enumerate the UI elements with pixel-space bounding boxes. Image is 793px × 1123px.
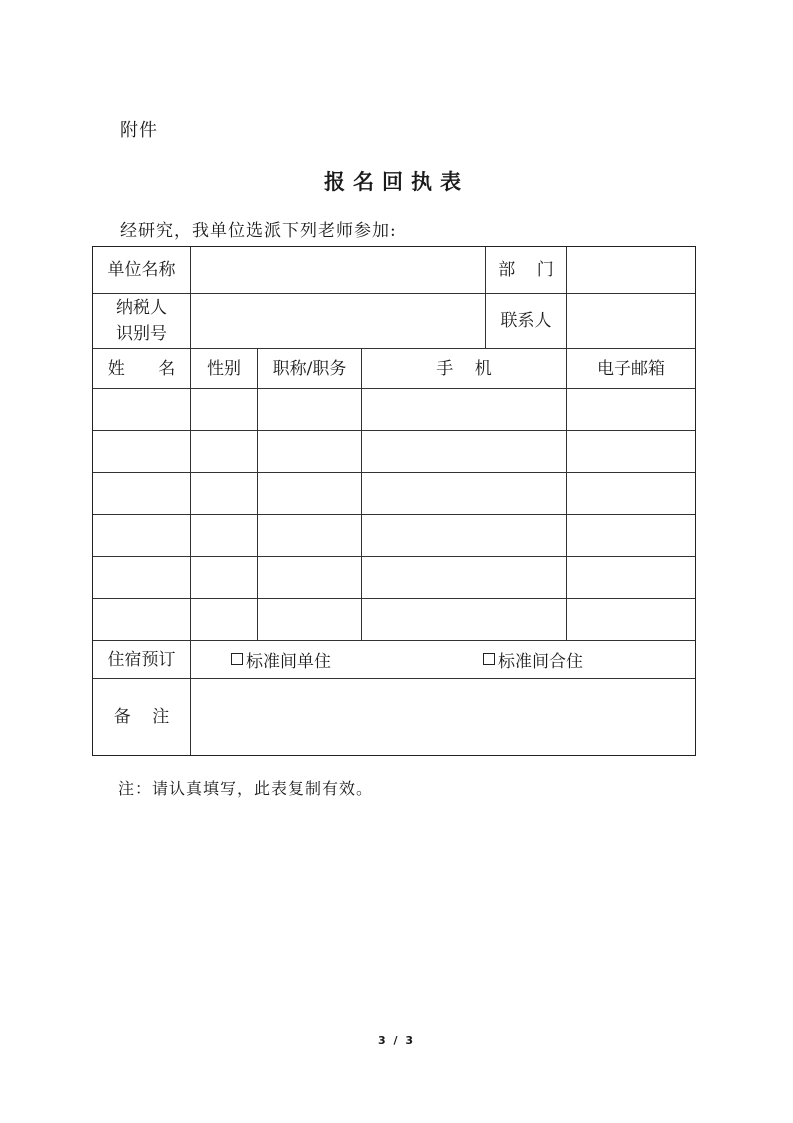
unit-name-label: 单位名称 bbox=[107, 260, 176, 280]
remarks-label: 备 注 bbox=[113, 707, 178, 727]
intro-text: 经研究，我单位选派下列老师参加: bbox=[120, 221, 397, 241]
attachment-label: 附件 bbox=[120, 120, 158, 141]
page-number: 3 / 3 bbox=[378, 1034, 415, 1047]
accommodation-label: 住宿预订 bbox=[107, 649, 176, 670]
option-shared-room-label: 标准间合住 bbox=[498, 651, 583, 672]
column-header-gender: 性别 bbox=[207, 358, 241, 379]
contact-field[interactable] bbox=[567, 294, 695, 348]
department-label: 部 门 bbox=[498, 260, 562, 280]
row-divider bbox=[93, 556, 695, 557]
taxpayer-id-label-line1: 纳税人 bbox=[116, 298, 167, 318]
contact-label: 联系人 bbox=[500, 311, 552, 331]
footnote: 注：请认真填写，此表复制有效。 bbox=[118, 779, 374, 798]
option-single-room[interactable] bbox=[231, 641, 331, 677]
unit-name-field[interactable] bbox=[191, 247, 485, 293]
option-single-room-label: 标准间单住 bbox=[246, 651, 331, 672]
column-header-title: 职称/职务 bbox=[272, 358, 347, 379]
column-header-email: 电子邮箱 bbox=[597, 358, 665, 379]
checkbox-single-room[interactable] bbox=[231, 653, 243, 665]
row-divider bbox=[93, 514, 695, 515]
taxpayer-id-label bbox=[93, 294, 190, 348]
column-header-name: 姓 名 bbox=[107, 358, 190, 379]
row-divider bbox=[93, 430, 695, 431]
department-field[interactable] bbox=[567, 247, 695, 293]
taxpayer-id-field[interactable] bbox=[191, 294, 485, 348]
remarks-field[interactable] bbox=[191, 679, 695, 755]
page-title: 报名回执表 bbox=[324, 169, 469, 194]
checkbox-shared-room[interactable] bbox=[483, 653, 495, 665]
column-divider bbox=[257, 348, 258, 640]
option-shared-room[interactable] bbox=[483, 641, 583, 677]
row-divider bbox=[93, 388, 695, 389]
taxpayer-id-label-line2: 识别号 bbox=[116, 324, 167, 344]
row-divider bbox=[93, 598, 695, 599]
row-divider bbox=[93, 472, 695, 473]
column-header-mobile: 手 机 bbox=[436, 358, 500, 379]
column-divider bbox=[361, 348, 362, 640]
registration-form-table bbox=[92, 246, 696, 756]
